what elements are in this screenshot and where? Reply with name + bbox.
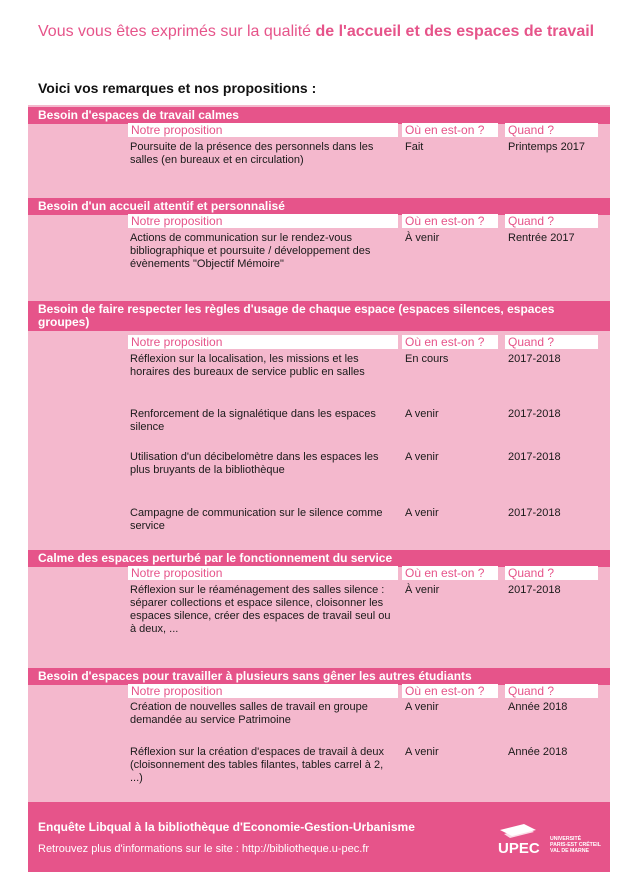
section-title-calm-spaces: Besoin d'espaces de travail calmes [28,107,610,124]
headline-part1: Vous vous êtes exprimés sur la qualité [38,23,316,40]
section-title-group-work: Besoin d'espaces pour travailler à plusieurs sans gêner les autres étudiants [28,668,610,685]
row-proposition: Création de nouvelles salles de travail en groupe demandée au service Patrimoine [130,701,368,726]
row-proposition: Poursuite de la présence des personnels dans les salles (en bureaux et en circulation) [130,141,374,166]
logo-line2: PARIS-EST CRÉTEIL [550,842,601,848]
footer-website-link[interactable]: Retrouvez plus d'informations sur le site : http://bibliotheque.u-pec.fr [38,843,370,855]
row-status: En cours [405,353,449,365]
header-status: Où en est-on ? [402,684,498,698]
row-when: 2017-2018 [508,584,561,596]
logo-name: UPEC [498,840,540,857]
header-when: Quand ? [505,335,598,349]
header-status: Où en est-on ? [402,566,498,580]
row-proposition: Utilisation d'un décibelomètre dans les espaces les plus bruyants de la bibliothèque [130,451,379,476]
section-title-usage-rules: Besoin de faire respecter les règles d'usage de chaque espace (espaces silences, espaces groupes) [28,301,610,331]
row-proposition: Actions de communication sur le rendez-vous bibliographique et poursuite / développement des évènements "Objectif Mémoire" [130,232,371,270]
header-when: Quand ? [505,684,598,698]
row-when: Printemps 2017 [508,141,586,153]
row-when: 2017-2018 [508,451,561,463]
headline-part2: de l'accueil et des espaces de travail [315,23,595,40]
header-proposition: Notre proposition [128,335,398,349]
header-proposition: Notre proposition [128,566,398,580]
page-subhead: Voici vos remarques et nos propositions : [38,80,317,96]
row-status: A venir [405,701,439,713]
row-when: Rentrée 2017 [508,232,575,244]
row-proposition: Renforcement de la signalétique dans les espaces silence [130,408,376,433]
row-proposition: Réflexion sur le réaménagement des salles silence : séparer collections et espace silence, cloisonner les espaces silence, créer des espaces de travail seul ou à deux, ... [130,584,391,635]
page-headline [38,22,598,42]
row-proposition: Campagne de communication sur le silence comme service [130,507,383,532]
header-when: Quand ? [505,566,598,580]
row-status: Fait [405,141,424,153]
row-when: 2017-2018 [508,507,561,519]
header-when: Quand ? [505,123,598,137]
section-title-service-disturbance: Calme des espaces perturbé par le fonctionnement du service [28,550,610,567]
row-status: A venir [405,408,439,420]
header-proposition: Notre proposition [128,123,398,137]
header-status: Où en est-on ? [402,214,498,228]
row-status: A venir [405,451,439,463]
header-status: Où en est-on ? [402,123,498,137]
upec-logo [494,820,604,860]
row-proposition: Réflexion sur la localisation, les missions et les horaires des bureaux de service public en salles [130,353,365,378]
row-status: A venir [405,507,439,519]
row-proposition: Réflexion sur la création d'espaces de travail à deux (cloisonnement des tables filantes, tables carrel à 2, ...) [130,746,385,784]
header-proposition: Notre proposition [128,684,398,698]
logo-line3: VAL DE MARNE [550,848,590,854]
row-when: Année 2018 [508,701,568,713]
logo-line1: UNIVERSITÉ [550,836,582,842]
footer-survey-title: Enquête Libqual à la bibliothèque d'Economie-Gestion-Urbanisme [38,820,415,834]
row-when: 2017-2018 [508,353,561,365]
logo-mark-icon [500,824,536,838]
row-status: A venir [405,746,439,758]
header-proposition: Notre proposition [128,214,398,228]
row-status: À venir [405,232,440,244]
header-status: Où en est-on ? [402,335,498,349]
row-when: 2017-2018 [508,408,561,420]
row-when: Année 2018 [508,746,568,758]
row-status: À venir [405,584,440,596]
header-when: Quand ? [505,214,598,228]
section-title-reception: Besoin d'un accueil attentif et personnalisé [28,198,610,215]
